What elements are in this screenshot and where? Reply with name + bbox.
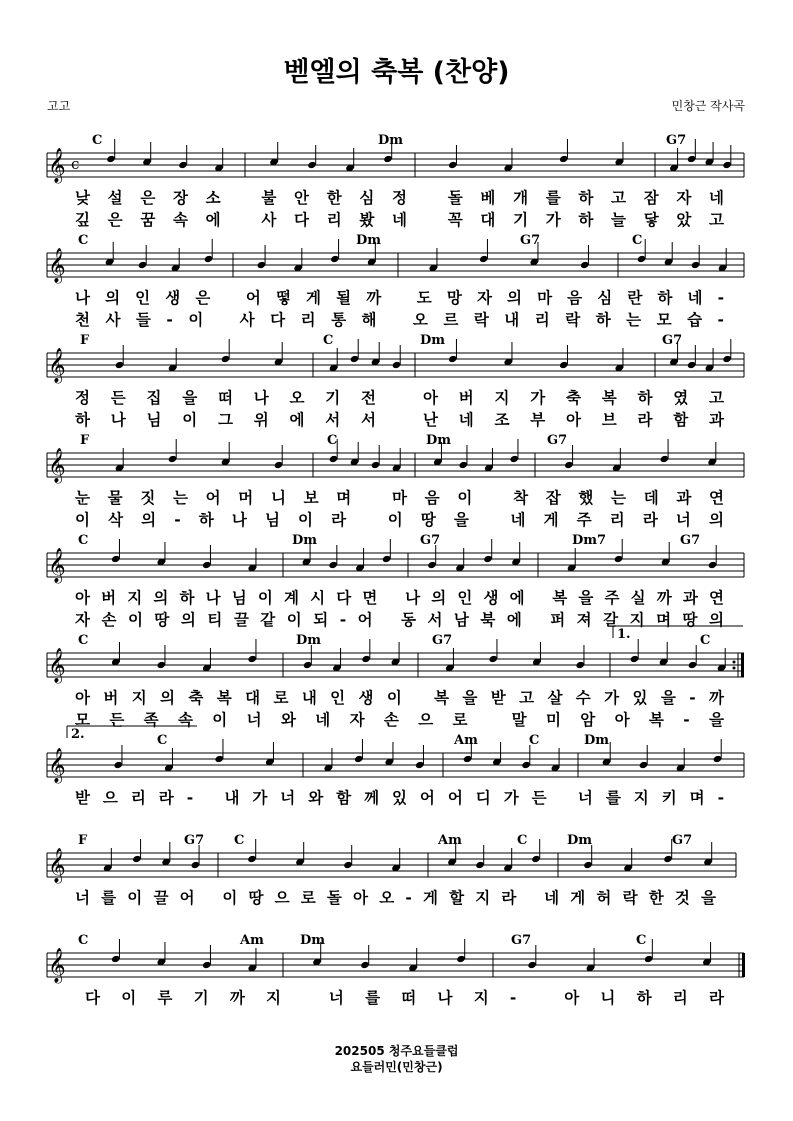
chord-symbol: C [78, 933, 89, 948]
chord-symbol: C [92, 133, 103, 148]
staff-system-1 [47, 133, 744, 229]
treble-clef-icon: 𝄞 [48, 648, 66, 683]
treble-clef-icon: 𝄞 [48, 248, 66, 283]
treble-clef-icon: 𝄞 [48, 748, 66, 783]
staff-system-9 [47, 933, 745, 1007]
chord-symbol: C [323, 333, 334, 348]
staff-system-8 [47, 833, 736, 907]
common-time-icon: c [71, 155, 80, 173]
chord-symbol: C [78, 533, 89, 548]
chord-symbol: Dm [300, 933, 326, 948]
chord-symbol: Am [240, 933, 264, 948]
staff-system-2 [47, 233, 744, 329]
chord-symbol: G7 [672, 833, 693, 848]
chord-symbol: C [517, 833, 528, 848]
chord-symbol: F [80, 433, 90, 448]
staff-system-6 [47, 626, 744, 729]
lyric-line-1: 다이루기까지 너를떠나지- 아니하리라 [85, 989, 725, 1007]
chord-symbol: F [78, 833, 88, 848]
final-barline-thick [742, 953, 745, 977]
lyric-line-2: 천사들-이 사다리통해 오르락내리락하는모습- [75, 311, 724, 329]
lyric-line-1: 낮설은장소 불안한심정 돌베개를하고잠자네 [75, 189, 725, 207]
chord-symbol: Dm [426, 433, 452, 448]
chord-symbol: C [78, 233, 89, 248]
repeat-dot [733, 661, 736, 664]
chord-symbol: Dm [584, 733, 610, 748]
chord-symbol: Dm [296, 633, 322, 648]
staff-system-5 [47, 533, 744, 629]
lyric-line-1: 아버지의축복대로내인생이 복을받고살수가있을-까 [75, 689, 724, 707]
composer-credit: 민창근 작사곡 [671, 99, 745, 113]
chord-symbol: Dm [356, 233, 382, 248]
chord-symbol: F [80, 333, 90, 348]
treble-clef-icon: 𝄞 [48, 448, 66, 483]
footer-club: 202505 청주요들클럽 [334, 1044, 459, 1058]
lyric-line-1: 나의인생은 어떻게될까 도망자의마음심란하네- [75, 289, 724, 307]
chord-symbol: G7 [547, 433, 568, 448]
treble-clef-icon: 𝄞 [48, 848, 66, 883]
chord-symbol: G7 [662, 333, 683, 348]
treble-clef-icon: 𝄞 [48, 948, 66, 983]
chord-symbol: G7 [511, 933, 532, 948]
chord-symbol: G7 [680, 533, 701, 548]
chord-symbol: C [234, 833, 245, 848]
lyric-line-1: 받으리라- 내가너와함께있어어디가든 너를지키며- [75, 789, 724, 807]
lyric-line-1: 너를이끌어 이땅으로돌아오-게할지라 네게허락한것을 [75, 889, 716, 907]
lyric-line-2: 하나님이그위에서서 난네조부아브라함과 [75, 411, 724, 429]
lyric-line-1: 아버지의하나님이계시다면 나의인생에 복을주실까과연 [75, 589, 724, 607]
chord-symbol: G7 [432, 633, 453, 648]
repeat-dot [733, 667, 736, 670]
chord-symbol: G7 [520, 233, 541, 248]
chord-symbol: Dm7 [572, 533, 607, 548]
chord-symbol: Am [454, 733, 478, 748]
chord-symbol: C [529, 733, 540, 748]
chord-symbol: Dm [567, 833, 593, 848]
lyric-line-2: 깊은꿈속에 사다리봤네 꼭대기가하늘닿았고 [75, 211, 725, 229]
chord-symbol: G7 [184, 833, 205, 848]
chord-symbol: C [636, 933, 647, 948]
ending-number: 1. [617, 627, 631, 642]
lyric-line-1: 정든집을떠나오기전 아버지가축복하였고 [75, 389, 724, 407]
chord-symbol: C [157, 733, 168, 748]
chord-symbol: G7 [666, 133, 687, 148]
chord-symbol: C [78, 633, 89, 648]
staff-system-7 [47, 726, 744, 807]
treble-clef-icon: 𝄞 [48, 148, 66, 183]
lyric-line-2: 자손이땅의티끌같이되-어 동서남북에 퍼져갈지며땅의 [75, 611, 724, 629]
chord-symbol: Dm [420, 333, 446, 348]
chord-symbol: C [700, 633, 711, 648]
song-title: 벧엘의 축복 (찬양) [283, 57, 510, 88]
chord-symbol: Dm [378, 133, 404, 148]
repeat-barline-thick [741, 653, 744, 677]
lyric-line-2: 이삭의-하나님이라 이땅을 네게주리라너의 [75, 511, 724, 529]
treble-clef-icon: 𝄞 [48, 348, 66, 383]
chord-symbol: Dm [292, 533, 318, 548]
footer-credits [0, 1043, 793, 1075]
staff-system-4 [47, 433, 744, 529]
chord-symbol: C [632, 233, 643, 248]
footer-arranger: 요들러민(민창근) [350, 1060, 443, 1074]
chord-symbol: G7 [420, 533, 441, 548]
lyric-line-2: 모든족속이너와네자손으로 말미암아복-을 [75, 711, 724, 729]
staff-system-3 [47, 333, 744, 429]
rhythm-style-label: 고고 [47, 99, 71, 113]
lyric-line-1: 눈물짓는어머니보며 마음이 착잡했는데과연 [75, 489, 725, 507]
ending-number: 2. [71, 727, 85, 742]
treble-clef-icon: 𝄞 [48, 548, 66, 583]
chord-symbol: Am [438, 833, 462, 848]
chord-symbol: C [327, 433, 338, 448]
